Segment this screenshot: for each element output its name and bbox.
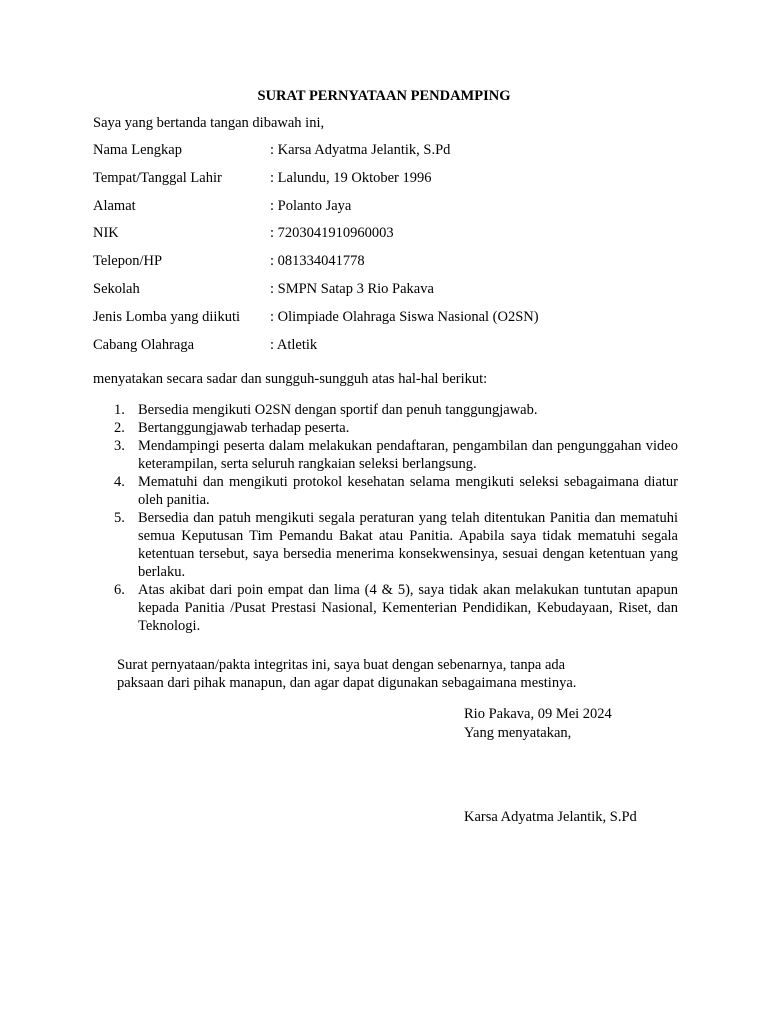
field-value: : Olimpiade Olahraga Siswa Nasional (O2SN) — [270, 308, 539, 325]
list-item — [93, 473, 678, 509]
field-label: Sekolah — [93, 280, 140, 297]
list-item — [93, 581, 678, 635]
field-value: : 081334041778 — [270, 253, 365, 270]
item-text: Bertanggungjawab terhadap peserta. — [138, 420, 350, 436]
sign-label: Yang menyatakan, — [464, 725, 572, 741]
field-value: : Polanto Jaya — [270, 197, 352, 214]
signature-block — [464, 705, 612, 743]
field-value: : Karsa Adyatma Jelantik, S.Pd — [270, 142, 451, 158]
field-label: Tempat/Tanggal Lahir — [93, 169, 222, 186]
field-label: Telepon/HP — [93, 253, 163, 270]
field-row-name — [93, 141, 693, 169]
item-number: 5. — [114, 510, 125, 526]
field-row-address — [93, 197, 693, 225]
declaration-text: menyatakan secara sadar dan sungguh-sungguh atas hal-hal berikut: — [93, 371, 488, 387]
field-row-sport — [93, 336, 693, 364]
field-row-nik — [93, 224, 693, 252]
list-item — [93, 437, 678, 473]
list-item — [93, 419, 678, 437]
item-text: Bersedia dan patuh mengikuti segala peraturan yang telah ditentukan Panitia dan mematuhi semua Keputusan Tim Pemandu Bakat atau Panitia. Apabila saya tidak mematuhi segala ketentuan tersebut, saya bersedia menerima konsekwensinya, sesuai dengan ketentuan yang berlaku. — [138, 510, 678, 580]
list-item — [93, 401, 678, 419]
closing-paragraph — [117, 656, 677, 692]
item-number: 4. — [114, 474, 125, 490]
field-row-school — [93, 280, 693, 308]
identity-fields — [93, 141, 693, 363]
intro-text: Saya yang bertanda tangan dibawah ini, — [93, 115, 325, 131]
field-row-phone — [93, 252, 693, 280]
item-number: 2. — [114, 420, 125, 436]
closing-line: paksaan dari pihak manapun, dan agar dapat digunakan sebagaimana mestinya. — [117, 675, 577, 691]
field-value: : Atletik — [270, 336, 318, 353]
item-text: Mematuhi dan mengikuti protokol kesehatan selama mengikuti seleksi sebagaimana diatur oleh panitia. — [138, 474, 678, 508]
field-value: : Lalundu, 19 Oktober 1996 — [270, 169, 432, 186]
field-label: Alamat — [93, 197, 136, 214]
field-value: : SMPN Satap 3 Rio Pakava — [270, 280, 434, 297]
field-label: Nama Lengkap — [93, 142, 182, 158]
item-number: 3. — [114, 438, 125, 454]
field-value: : 7203041910960003 — [270, 225, 394, 242]
item-text: Atas akibat dari poin empat dan lima (4 & 5), saya tidak akan melakukan tuntutan apapun kepada Panitia /Pusat Prestasi Nasional, Kementerian Pendidikan, Kebudayaan, Riset, dan Teknologi. — [138, 582, 678, 634]
signer-name: Karsa Adyatma Jelantik, S.Pd — [464, 809, 637, 825]
field-label: Cabang Olahraga — [93, 336, 195, 353]
place-date: Rio Pakava, 09 Mei 2024 — [464, 706, 612, 722]
item-number: 6. — [114, 582, 125, 598]
closing-line: Surat pernyataan/pakta integritas ini, saya buat dengan sebenarnya, tanpa ada — [117, 657, 566, 673]
item-number: 1. — [114, 402, 125, 418]
field-label: NIK — [93, 225, 119, 242]
field-label: Jenis Lomba yang diikuti — [93, 308, 240, 325]
document-title: SURAT PERNYATAAN PENDAMPING — [257, 88, 511, 104]
statement-list — [93, 401, 678, 635]
item-text: Mendampingi peserta dalam melakukan pendaftaran, pengambilan dan pengunggahan video keterampilan, serta seluruh rangkaian seleksi berlangsung. — [138, 438, 678, 472]
item-text: Bersedia mengikuti O2SN dengan sportif dan penuh tanggungjawab. — [138, 402, 538, 418]
list-item — [93, 509, 678, 581]
field-row-competition — [93, 308, 693, 336]
field-row-birth — [93, 169, 693, 197]
